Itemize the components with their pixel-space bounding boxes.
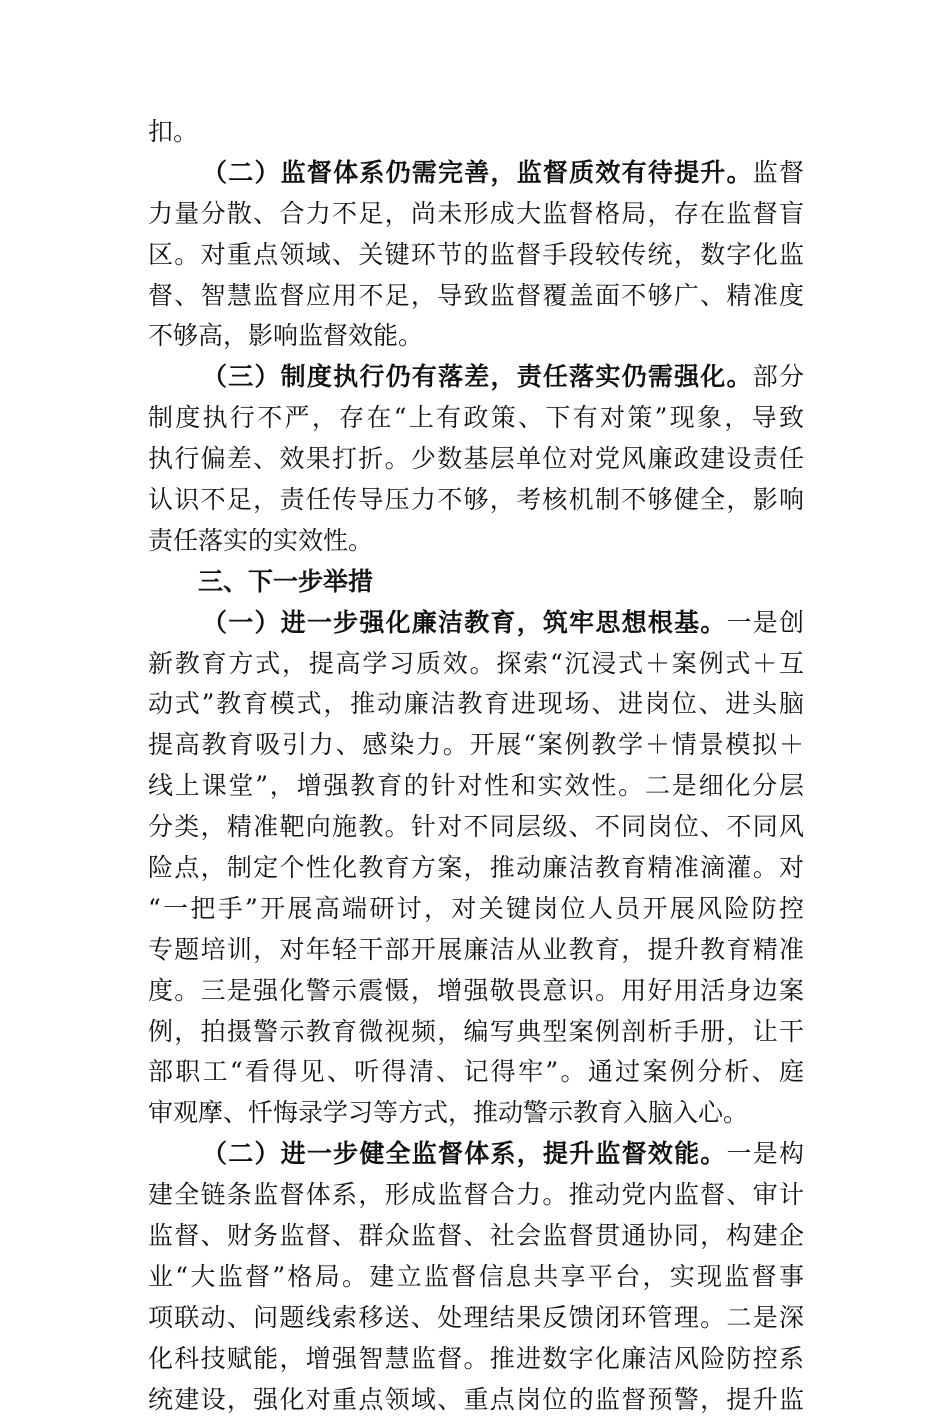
paragraph-line (148, 684, 804, 725)
line-text: 例，拍摄警示教育微视频，编写典型案例剖析手册，让干 (148, 1016, 804, 1046)
paragraph-line (148, 1093, 804, 1134)
line-text: 不够高，影响监督效能。 (148, 321, 424, 351)
paragraph-line (148, 1052, 804, 1093)
line-text: 业“大监督”格局。建立监督信息共享平台，实现监督事 (148, 1261, 804, 1291)
paragraph-line (148, 848, 804, 889)
paragraph-line (148, 316, 804, 357)
line-text: 制度执行不严，存在“上有政策、下有对策”现象，导致 (148, 403, 804, 433)
line-text: 责任落实的实效性。 (148, 525, 374, 555)
paragraph-line (148, 521, 804, 562)
line-text: 监督 (752, 157, 804, 187)
line-text: 项联动、问题线索移送、处理结果反馈闭环管理。二是深 (148, 1302, 804, 1332)
paragraph-line (148, 480, 804, 521)
line-text: 统建设，强化对重点领域、重点岗位的监督预警，提升监 (148, 1384, 804, 1414)
line-text: 力量分散、合力不足，尚未形成大监督格局，存在监督盲 (148, 198, 804, 228)
line-text: “一把手”开展高端研讨，对关键岗位人员开展风险防控 (148, 893, 804, 923)
line-text: 一是构 (726, 1139, 804, 1169)
paragraph-lead-heading: （一）进一步强化廉洁教育，筑牢思想根基。 (202, 607, 727, 637)
paragraph-line (148, 644, 804, 685)
line-text: 动式”教育模式，推动廉洁教育进现场、进岗位、进头脑 (148, 689, 804, 719)
line-text: 区。对重点领域、关键环节的监督手段较传统，数字化监 (148, 239, 804, 269)
paragraph-lead-heading: （二）监督体系仍需完善，监督质效有待提升。 (202, 157, 753, 187)
line-text: 线上课堂”，增强教育的针对性和实效性。二是细化分层 (148, 771, 804, 801)
paragraph-line (148, 439, 804, 480)
line-text: 新教育方式，提高学习质效。探索“沉浸式＋案例式＋互 (148, 648, 804, 678)
paragraph-line (148, 889, 804, 930)
paragraph-line (148, 1257, 804, 1298)
paragraph-line (148, 1175, 804, 1216)
line-text: 提高教育吸引力、感染力。开展“案例教学＋情景模拟＋ (148, 730, 804, 760)
line-text: 化科技赋能，增强智慧监督。推进数字化廉洁风险防控系 (148, 1343, 804, 1373)
paragraph-first-line (148, 603, 804, 644)
line-text: 分类，精准靶向施教。针对不同层级、不同岗位、不同风 (148, 812, 804, 842)
paragraph-line (148, 766, 804, 807)
paragraph-line (148, 1380, 804, 1421)
paragraph-line (148, 1339, 804, 1380)
line-text: 一是创 (726, 607, 804, 637)
paragraph-line (148, 398, 804, 439)
line-text: 执行偏差、效果打折。少数基层单位对党风廉政建设责任 (148, 444, 804, 474)
paragraph-line (148, 1216, 804, 1257)
paragraph-line (148, 276, 804, 317)
paragraph-line (148, 971, 804, 1012)
line-text: 扣。 (148, 117, 199, 146)
paragraph-line (148, 725, 804, 766)
paragraph-line (148, 1298, 804, 1339)
line-text: 督、智慧监督应用不足，导致监督覆盖面不够广、精准度 (148, 280, 804, 310)
paragraph-line (148, 235, 804, 276)
paragraph-lead-heading: （三）制度执行仍有落差，责任落实仍需强化。 (202, 362, 753, 392)
line-text: 部职工“看得见、听得清、记得牢”。通过案例分析、庭 (148, 1057, 804, 1087)
line-text: 监督、财务监督、群众监督、社会监督贯通协同，构建企 (148, 1221, 804, 1251)
line-text: 认识不足，责任传导压力不够，考核机制不够健全，影响 (148, 485, 804, 515)
paragraph-line (148, 1012, 804, 1053)
line-text: 部分 (752, 362, 804, 392)
paragraph-first-line (148, 153, 804, 194)
line-text: 建全链条监督体系，形成监督合力。推动党内监督、审计 (148, 1180, 804, 1210)
line-text: 度。三是强化警示震慑，增强敬畏意识。用好用活身边案 (148, 975, 804, 1005)
line-text: 险点，制定个性化教育方案，推动廉洁教育精准滴灌。对 (148, 853, 804, 883)
section-heading: 三、下一步举措 (198, 566, 374, 596)
paragraph-line (148, 112, 804, 153)
paragraph-line (148, 807, 804, 848)
line-text: 审观摩、忏悔录学习等方式，推动警示教育入脑入心。 (148, 1098, 749, 1128)
line-text: 专题培训，对年轻干部开展廉洁从业教育，提升教育精准 (148, 934, 804, 964)
paragraph-line (148, 194, 804, 235)
paragraph-first-line (148, 357, 804, 398)
paragraph-line (148, 930, 804, 971)
document-body (148, 112, 804, 1421)
paragraph-first-line (148, 1134, 804, 1175)
paragraph-lead-heading: （二）进一步健全监督体系，提升监督效能。 (202, 1139, 727, 1169)
